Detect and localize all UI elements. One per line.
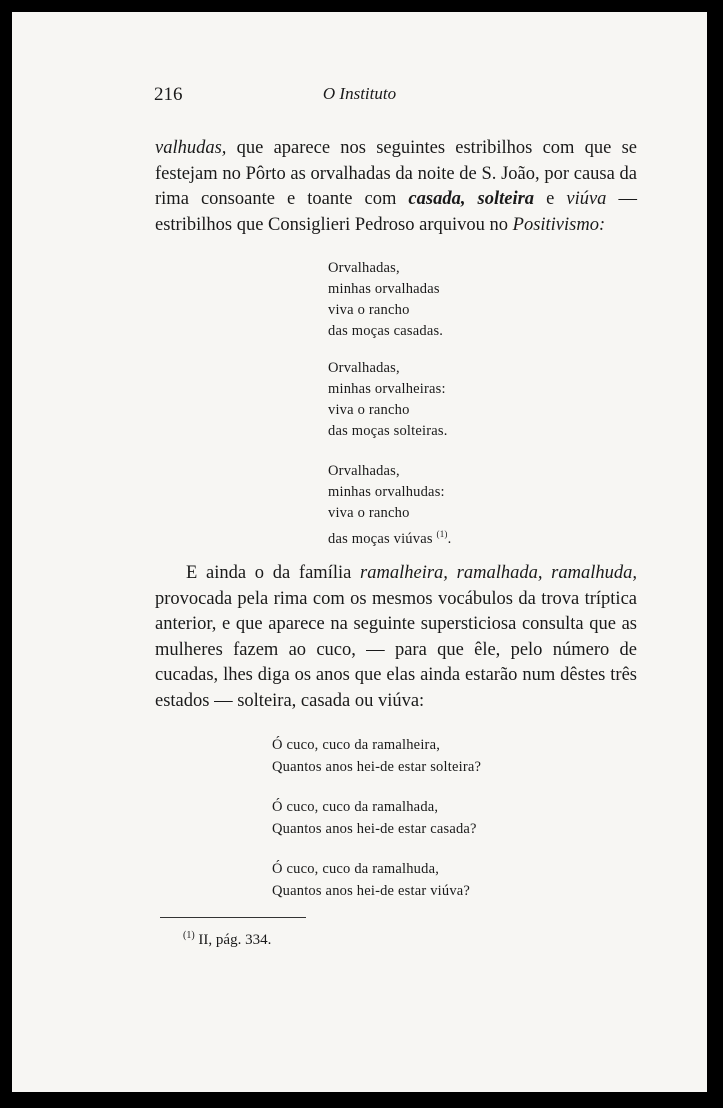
verse-line: das moças solteiras. [328, 423, 448, 439]
verse-line: das moças casadas. [328, 323, 444, 339]
verse-line: Quantos anos hei-de estar viúva? [272, 883, 471, 899]
paragraph-text: — estribilhos que Consiglieri Pedroso arquivou no [155, 189, 637, 235]
verse-stanza [328, 358, 448, 442]
cuco-stanza [272, 734, 481, 778]
verse-line: minhas orvalhudas: [328, 484, 445, 500]
paragraph-text: E ainda o da família [186, 563, 361, 583]
page-header [12, 84, 707, 110]
page [12, 12, 707, 1092]
footnote-marker: (1) [183, 930, 195, 941]
verse-stanza [328, 258, 443, 342]
running-title: O Instituto [322, 84, 397, 103]
verse-line: Orvalhadas, [328, 260, 400, 276]
paragraph-text: que aparece nos seguintes estribilhos com que se festejam no Pôrto as orvalhadas da noite de S. João, por causa da rima consoante e toante com [155, 138, 637, 209]
book-title: Positivismo: [512, 214, 606, 235]
emphasis-words: casada, solteira [408, 189, 535, 209]
footnote-reference[interactable]: (1) [436, 529, 448, 539]
italic-word: viúva [566, 189, 607, 209]
verse-line: Quantos anos hei-de estar solteira? [272, 759, 482, 775]
footnote [183, 930, 271, 949]
cuco-stanza [272, 796, 477, 840]
verse-line: viva o rancho [328, 302, 410, 318]
verse-stanza [328, 461, 451, 550]
verse-line: Orvalhadas, [328, 360, 400, 376]
cuco-stanza [272, 858, 470, 902]
verse-line: Ó cuco, cuco da ramalhada, [272, 799, 439, 815]
verse-line-text: das moças viúvas [328, 530, 433, 547]
body-paragraph-2 [155, 561, 637, 714]
footnote-text: II, pág. 334. [194, 932, 272, 948]
verse-line: minhas orvalheiras: [328, 381, 446, 397]
verse-line: viva o rancho [328, 505, 410, 521]
verse-line: Quantos anos hei-de estar casada? [272, 821, 477, 837]
verse-line [328, 524, 451, 550]
italic-word: valhudas, [155, 138, 227, 158]
verse-line: Orvalhadas, [328, 463, 400, 479]
verse-line: viva o rancho [328, 402, 410, 418]
page-number: 216 [154, 84, 183, 105]
footnote-divider [160, 917, 306, 918]
paragraph-text: provocada pela rima com os mesmos vocábulos da trova tríptica anterior, e que aparece na seguinte supersticiosa consulta que as mulheres fazem ao cuco, — para que êle, pelo número de cucadas, lhes diga os anos que elas ainda estarão num dêstes três estados — solteira, casada ou viúva: [155, 588, 637, 711]
verse-punctuation: . [447, 530, 452, 547]
verse-line: minhas orvalhadas [328, 281, 440, 297]
verse-line: Ó cuco, cuco da ramalheira, [272, 737, 441, 753]
verse-line: Ó cuco, cuco da ramalhuda, [272, 861, 440, 877]
body-paragraph-1 [155, 136, 637, 238]
paragraph-text: e [534, 189, 567, 209]
italic-words: ramalheira, ramalhada, ramalhuda, [360, 563, 637, 583]
